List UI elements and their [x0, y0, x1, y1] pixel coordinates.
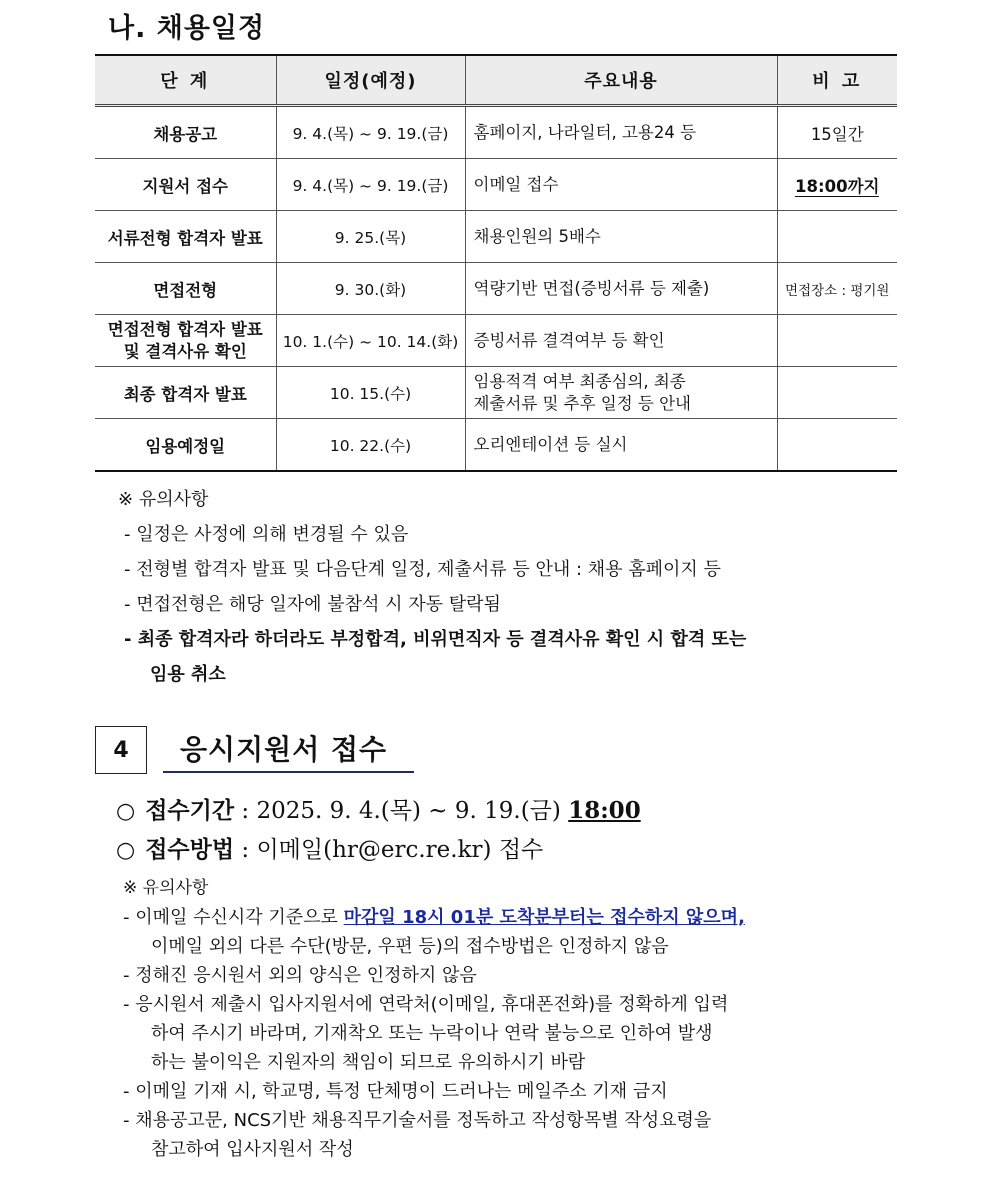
note-item-continuation: 하는 불이익은 지원자의 책임이 되므로 유의하시기 바람: [151, 1052, 586, 1073]
method-label: 접수방법: [145, 836, 235, 863]
table-row: [95, 211, 897, 263]
notes-heading: ※ 유의사항: [118, 489, 209, 510]
application-notes: [123, 874, 745, 1164]
stage-cell: 면접전형: [95, 263, 276, 315]
circle-bullet-icon: ○: [116, 838, 136, 863]
method-value: : 이메일(hr@erc.re.kr) 접수: [241, 837, 544, 863]
table-header-row: [95, 55, 897, 106]
note-cell: 면접장소 : 평기원: [777, 263, 897, 315]
schedule-notes: [118, 482, 746, 692]
note-item: - 응시원서 제출시 입사지원서에 연락처(이메일, 휴대폰전화)를 정확하게 입력: [123, 994, 729, 1015]
schedule-table: [95, 54, 897, 472]
table-row: [95, 367, 897, 419]
period-time: 18:00: [568, 797, 641, 824]
notes-heading: ※ 유의사항: [123, 878, 209, 898]
header-date: 일정(예정): [276, 55, 465, 106]
desc-cell: 오리엔테이션 등 실시: [465, 419, 777, 472]
stage-cell: 서류전형 합격자 발표: [95, 211, 276, 263]
table-row: [95, 263, 897, 315]
note-item-continuation: 하여 주시기 바라며, 기재착오 또는 누락이나 연락 불능으로 인하여 발생: [151, 1023, 713, 1044]
desc-line-2: 제출서류 및 추후 일정 등 안내: [473, 393, 691, 413]
note-item: - 정해진 응시원서 외의 양식은 인정하지 않음: [123, 965, 477, 986]
note-item: - 면접전형은 해당 일자에 불참석 시 자동 탈락됨: [124, 594, 501, 615]
date-cell: 10. 15.(수): [276, 367, 465, 419]
desc-cell: 역량기반 면접(증빙서류 등 제출): [465, 263, 777, 315]
circle-bullet-icon: ○: [116, 799, 136, 824]
deadline-note: 18:00까지: [795, 176, 880, 196]
note-item-continuation: 임용 취소: [150, 664, 226, 685]
note-item: [123, 903, 745, 932]
note-item: - 이메일 기재 시, 학교명, 특정 단체명이 드러나는 메일주소 기재 금지: [123, 1081, 668, 1102]
stage-line-2: 및 결격사유 확인: [123, 341, 247, 361]
stage-cell: [95, 315, 276, 367]
stage-cell: 최종 합격자 발표: [95, 367, 276, 419]
desc-cell: 채용인원의 5배수: [465, 211, 777, 263]
title-underline: [163, 771, 414, 773]
note-item: - 채용공고문, NCS기반 채용직무기술서를 정독하고 작성항목별 작성요령을: [123, 1110, 712, 1131]
note-cell: 15일간: [777, 106, 897, 159]
period-value: : 2025. 9. 4.(목) ~ 9. 19.(금): [241, 798, 561, 824]
note-item: - 전형별 합격자 발표 및 다음단계 일정, 제출서류 등 안내 : 채용 홈페이지 등: [124, 559, 721, 580]
date-cell: 9. 25.(목): [276, 211, 465, 263]
header-stage: 단 계: [95, 55, 276, 106]
note-item-continuation: 참고하여 입사지원서 작성: [151, 1139, 354, 1160]
table-row: [95, 315, 897, 367]
desc-cell: 이메일 접수: [465, 159, 777, 211]
section-number-box: 4: [95, 726, 147, 774]
desc-line-1: 임용적격 여부 최종심의, 최종: [473, 371, 686, 391]
note-cell: [777, 419, 897, 472]
date-cell: 9. 4.(목) ~ 9. 19.(금): [276, 106, 465, 159]
desc-cell: [465, 367, 777, 419]
table-row: [95, 106, 897, 159]
date-cell: 9. 30.(화): [276, 263, 465, 315]
stage-cell: 지원서 접수: [95, 159, 276, 211]
note-item-continuation: 이메일 외의 다른 수단(방문, 우편 등)의 접수방법은 인정하지 않음: [151, 936, 669, 957]
note-cell: [777, 159, 897, 211]
period-bullet: [116, 792, 641, 825]
date-cell: 10. 22.(수): [276, 419, 465, 472]
desc-cell: 증빙서류 결격여부 등 확인: [465, 315, 777, 367]
table-row: [95, 159, 897, 211]
note-cell: [777, 367, 897, 419]
note-cell: [777, 211, 897, 263]
section-4-title: 응시지원서 접수: [180, 733, 388, 766]
note-text: - 이메일 수신시각 기준으로: [123, 907, 344, 928]
header-content: 주요내용: [465, 55, 777, 106]
header-note: 비 고: [777, 55, 897, 106]
method-bullet: [116, 831, 543, 864]
desc-cell: 홈페이지, 나라일터, 고용24 등: [465, 106, 777, 159]
section-title: 나. 채용일정: [108, 13, 266, 44]
note-item: - 최종 합격자라 하더라도 부정합격, 비위면직자 등 결격사유 확인 시 합격 또는: [124, 629, 747, 650]
note-item: - 일정은 사정에 의해 변경될 수 있음: [124, 524, 409, 545]
stage-line-1: 면접전형 합격자 발표: [107, 319, 263, 339]
deadline-highlight: 마감일 18시 01분 도착분부터는 접수하지 않으며,: [343, 907, 745, 928]
date-cell: 9. 4.(목) ~ 9. 19.(금): [276, 159, 465, 211]
period-label: 접수기간: [145, 797, 235, 824]
stage-cell: 임용예정일: [95, 419, 276, 472]
note-cell: [777, 315, 897, 367]
table-row: [95, 419, 897, 472]
stage-cell: 채용공고: [95, 106, 276, 159]
date-cell: 10. 1.(수) ~ 10. 14.(화): [276, 315, 465, 367]
